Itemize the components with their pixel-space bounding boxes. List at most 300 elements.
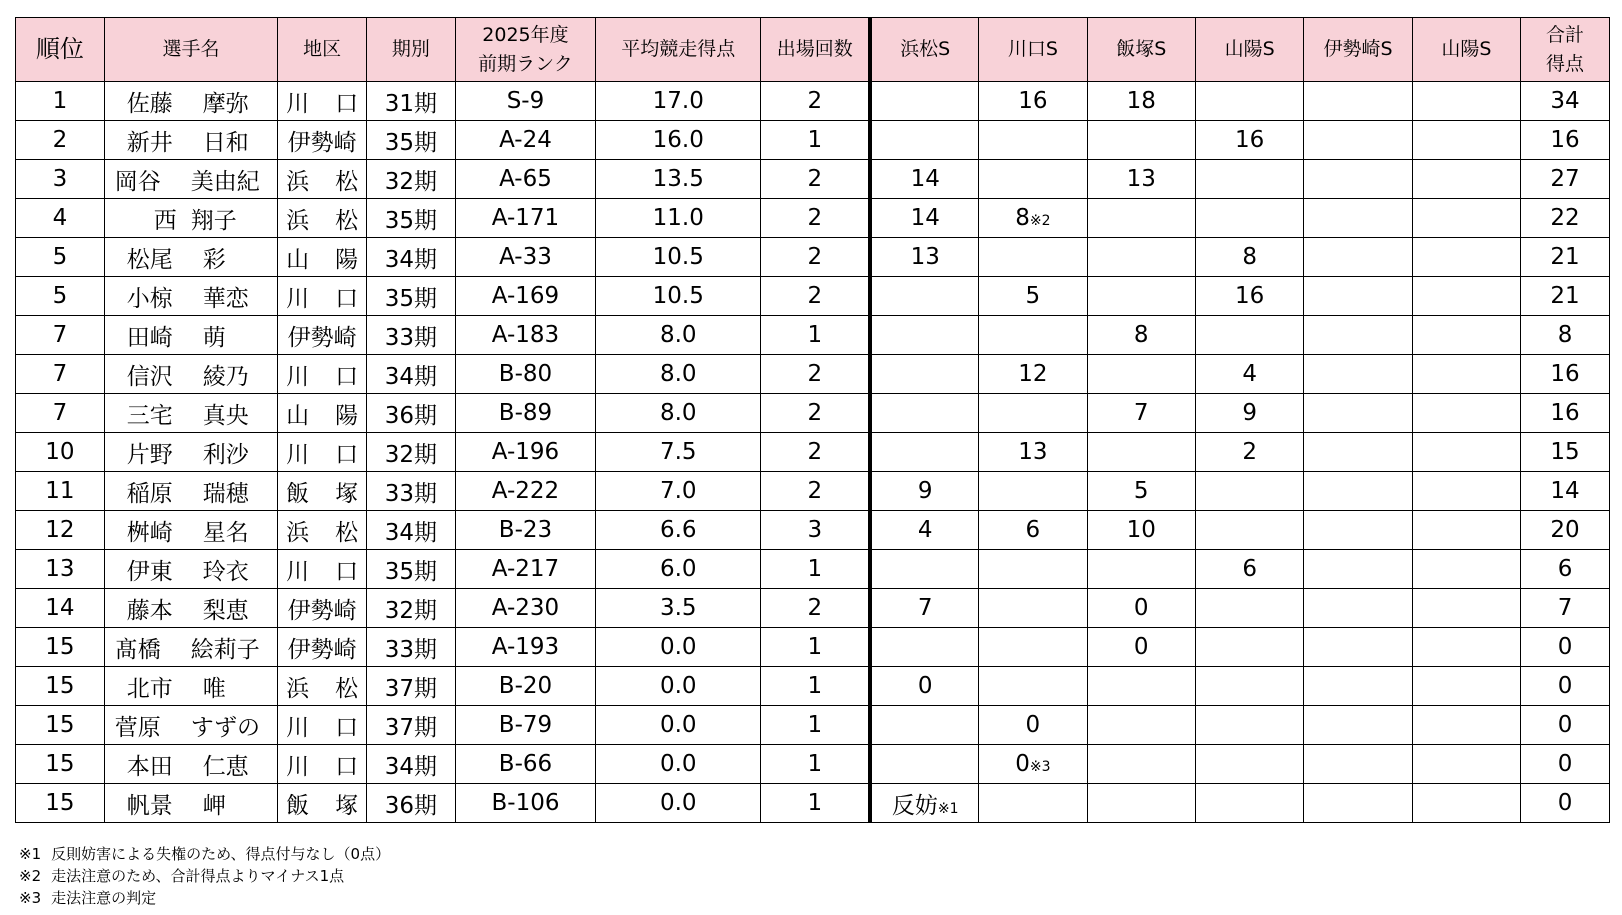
venue-score-cell xyxy=(1195,394,1303,433)
name-first: 翔子 xyxy=(190,207,237,234)
term-cell: 33期 xyxy=(367,628,456,667)
average-score-cell: 6.0 xyxy=(596,550,761,589)
entry-count-cell: 1 xyxy=(761,628,870,667)
venue-score-cell xyxy=(1195,628,1303,667)
venue-score-cell xyxy=(1412,589,1520,628)
name-last: 西 xyxy=(153,207,177,234)
table-body xyxy=(16,82,1610,823)
average-score-cell: 8.0 xyxy=(596,316,761,355)
area-cell xyxy=(278,589,367,628)
header-total xyxy=(1521,18,1610,82)
venue-score-cell xyxy=(1195,589,1303,628)
term-cell: 33期 xyxy=(367,316,456,355)
area-cell xyxy=(278,628,367,667)
table-row xyxy=(16,589,1610,628)
venue-score: 4 xyxy=(1242,361,1257,387)
average-score-cell: 7.0 xyxy=(596,472,761,511)
venue-score-cell xyxy=(979,784,1087,823)
name-last: 田崎 xyxy=(126,324,173,351)
total-cell: 21 xyxy=(1521,238,1610,277)
rank-cell: 11 xyxy=(16,472,105,511)
total-cell: 22 xyxy=(1521,199,1610,238)
entry-count-cell: 2 xyxy=(761,472,870,511)
venue-score-cell xyxy=(1195,550,1303,589)
area-cell xyxy=(278,706,367,745)
name-last: 信沢 xyxy=(126,363,173,390)
venue-score-cell xyxy=(1304,277,1412,316)
total-cell: 16 xyxy=(1521,394,1610,433)
term-cell: 32期 xyxy=(367,589,456,628)
area-part: 口 xyxy=(335,558,359,585)
venue-score-cell xyxy=(979,316,1087,355)
table-row xyxy=(16,199,1610,238)
name-first: 摩弥 xyxy=(202,90,249,117)
rank-cell: 7 xyxy=(16,355,105,394)
average-score-cell: 0.0 xyxy=(596,784,761,823)
venue-score-cell xyxy=(1304,628,1412,667)
name-last: 稲原 xyxy=(126,480,173,507)
rank-class-cell: A-171 xyxy=(455,199,595,238)
venue-score-cell xyxy=(1087,784,1195,823)
venue-score-cell xyxy=(1087,355,1195,394)
entry-count-cell: 1 xyxy=(761,706,870,745)
venue-score: 16 xyxy=(1234,283,1265,309)
name-last: 片野 xyxy=(126,441,173,468)
venue-score-cell xyxy=(1412,238,1520,277)
venue-score-cell xyxy=(1195,355,1303,394)
area-part: 松 xyxy=(335,207,359,234)
header-total-line2: 得点 xyxy=(1546,52,1585,75)
venue-score: 9 xyxy=(1242,400,1257,426)
table-row xyxy=(16,472,1610,511)
area-part: 塚 xyxy=(335,792,359,819)
name-cell xyxy=(104,394,277,433)
venue-score-cell xyxy=(1087,82,1195,121)
term-cell: 32期 xyxy=(367,160,456,199)
venue-score-cell xyxy=(1412,472,1520,511)
name-cell xyxy=(104,784,277,823)
footnotes xyxy=(19,843,390,909)
venue-score-cell xyxy=(979,199,1087,238)
venue-score: 10 xyxy=(1126,517,1156,543)
header-venue: 山陽S xyxy=(1412,18,1520,82)
area-cell xyxy=(278,784,367,823)
name-first: 日和 xyxy=(202,129,249,156)
venue-score-cell xyxy=(1195,745,1303,784)
venue-score-cell xyxy=(979,706,1087,745)
name-first: 仁恵 xyxy=(202,753,249,780)
name-cell xyxy=(104,745,277,784)
entry-count-cell: 2 xyxy=(761,160,870,199)
entry-count-cell: 1 xyxy=(761,121,870,160)
table-row xyxy=(16,667,1610,706)
venue-score-cell xyxy=(1195,472,1303,511)
header-venue: 川口S xyxy=(979,18,1087,82)
average-score-cell: 13.5 xyxy=(596,160,761,199)
rank-class-cell: B-23 xyxy=(455,511,595,550)
table-row xyxy=(16,394,1610,433)
total-cell: 0 xyxy=(1521,667,1610,706)
table-row xyxy=(16,238,1610,277)
venue-score: 16 xyxy=(1018,88,1048,114)
name-last: 北市 xyxy=(126,675,173,702)
venue-score: 4 xyxy=(917,517,933,543)
name-cell xyxy=(104,589,277,628)
venue-score: 6 xyxy=(1242,556,1257,582)
area-part: 川 xyxy=(286,441,310,468)
rank-class-cell: B-89 xyxy=(455,394,595,433)
name-cell xyxy=(104,355,277,394)
venue-score-cell xyxy=(1412,199,1520,238)
area-cell xyxy=(278,82,367,121)
area-part: 川 xyxy=(286,90,310,117)
venue-score-cell xyxy=(870,706,978,745)
area-part: 伊勢崎 xyxy=(287,129,357,156)
total-cell: 0 xyxy=(1521,628,1610,667)
venue-score: 5 xyxy=(1025,283,1041,309)
venue-score-cell xyxy=(1304,589,1412,628)
area-cell xyxy=(278,511,367,550)
ranking-table xyxy=(15,17,1610,823)
total-cell: 15 xyxy=(1521,433,1610,472)
venue-score-cell xyxy=(1304,238,1412,277)
name-first: 彩 xyxy=(202,246,226,273)
venue-score-cell xyxy=(1412,628,1520,667)
area-cell xyxy=(278,745,367,784)
venue-score-cell xyxy=(1087,628,1195,667)
table-row xyxy=(16,628,1610,667)
venue-score-cell xyxy=(1304,706,1412,745)
area-cell xyxy=(278,550,367,589)
venue-score-cell xyxy=(1195,82,1303,121)
entry-count-cell: 2 xyxy=(761,238,870,277)
venue-score-cell xyxy=(979,511,1087,550)
entry-count-cell: 2 xyxy=(761,82,870,121)
header-entry-count: 出場回数 xyxy=(761,18,870,82)
area-part: 口 xyxy=(335,285,359,312)
venue-score: 6 xyxy=(1025,517,1041,543)
rank-class-cell: A-169 xyxy=(455,277,595,316)
venue-score: 8 xyxy=(1133,322,1149,348)
name-last: 岡谷 xyxy=(114,168,161,195)
term-cell: 32期 xyxy=(367,433,456,472)
name-last: 菅原 xyxy=(114,714,161,741)
area-part: 飯 xyxy=(286,480,310,507)
header-rank-class-line1: 2025年度 xyxy=(482,23,569,46)
venue-score: 18 xyxy=(1126,88,1156,114)
name-first: 萌 xyxy=(202,324,226,351)
rank-class-cell: B-79 xyxy=(455,706,595,745)
term-cell: 36期 xyxy=(367,394,456,433)
venue-score-cell xyxy=(1304,394,1412,433)
name-cell xyxy=(104,121,277,160)
venue-score-cell xyxy=(979,589,1087,628)
venue-score-cell xyxy=(1304,121,1412,160)
venue-score-cell xyxy=(1087,511,1195,550)
rank-class-cell: A-183 xyxy=(455,316,595,355)
header-venue: 伊勢崎S xyxy=(1304,18,1412,82)
term-cell: 36期 xyxy=(367,784,456,823)
name-first: 唯 xyxy=(202,675,226,702)
note-mark: ※1 xyxy=(937,800,959,817)
venue-score-cell xyxy=(1087,589,1195,628)
table-row xyxy=(16,277,1610,316)
area-part: 陽 xyxy=(335,402,359,429)
venue-score: 0 xyxy=(1133,595,1149,621)
table-row xyxy=(16,121,1610,160)
header-rank: 順位 xyxy=(16,18,105,82)
venue-score-cell xyxy=(1304,316,1412,355)
total-cell: 20 xyxy=(1521,511,1610,550)
table-row xyxy=(16,316,1610,355)
area-cell xyxy=(278,316,367,355)
total-cell: 21 xyxy=(1521,277,1610,316)
header-area: 地区 xyxy=(278,18,367,82)
venue-score: 0 xyxy=(1025,712,1041,738)
venue-score-cell xyxy=(1087,667,1195,706)
venue-score-cell xyxy=(1304,160,1412,199)
table-row xyxy=(16,82,1610,121)
venue-score-cell xyxy=(979,277,1087,316)
rank-cell: 14 xyxy=(16,589,105,628)
rank-class-cell: A-222 xyxy=(455,472,595,511)
area-cell xyxy=(278,394,367,433)
venue-score-cell xyxy=(1412,277,1520,316)
name-last: 伊東 xyxy=(126,558,173,585)
venue-score: 0 xyxy=(1015,751,1030,777)
entry-count-cell: 1 xyxy=(761,316,870,355)
note-mark: ※2 xyxy=(1029,213,1051,229)
venue-score-cell xyxy=(870,433,978,472)
rank-class-cell: A-196 xyxy=(455,433,595,472)
name-last: 帆景 xyxy=(126,792,173,819)
area-part: 山 xyxy=(286,246,310,273)
name-cell xyxy=(104,511,277,550)
area-part: 松 xyxy=(335,168,359,195)
venue-score-cell xyxy=(1195,316,1303,355)
table-row xyxy=(16,706,1610,745)
footnote-text: 反則妨害による失権のため、得点付与なし（0点） xyxy=(51,845,391,863)
venue-score: 13 xyxy=(910,244,940,270)
entry-count-cell: 1 xyxy=(761,745,870,784)
venue-score-cell xyxy=(979,160,1087,199)
name-cell xyxy=(104,472,277,511)
average-score-cell: 0.0 xyxy=(596,667,761,706)
area-cell xyxy=(278,160,367,199)
area-part: 松 xyxy=(335,519,359,546)
venue-score-cell xyxy=(979,745,1087,784)
term-cell: 33期 xyxy=(367,472,456,511)
venue-score-cell xyxy=(1412,394,1520,433)
name-first: 綾乃 xyxy=(202,363,249,390)
venue-score: 反妨 xyxy=(891,792,938,819)
name-cell xyxy=(104,199,277,238)
rank-cell: 3 xyxy=(16,160,105,199)
name-last: 三宅 xyxy=(126,402,173,429)
table-row xyxy=(16,784,1610,823)
name-last: 髙橋 xyxy=(114,636,161,663)
rank-cell: 1 xyxy=(16,82,105,121)
venue-score-cell xyxy=(1304,745,1412,784)
area-part: 浜 xyxy=(286,519,310,546)
venue-score-cell xyxy=(1412,706,1520,745)
rank-cell: 15 xyxy=(16,667,105,706)
venue-score-cell xyxy=(870,589,978,628)
name-cell xyxy=(104,628,277,667)
total-cell: 14 xyxy=(1521,472,1610,511)
header-average-score: 平均競走得点 xyxy=(596,18,761,82)
name-first: 美由紀 xyxy=(190,168,260,195)
venue-score-cell xyxy=(870,199,978,238)
area-part: 口 xyxy=(335,90,359,117)
name-last: 佐藤 xyxy=(126,90,173,117)
entry-count-cell: 2 xyxy=(761,199,870,238)
venue-score-cell xyxy=(1304,667,1412,706)
rank-cell: 7 xyxy=(16,316,105,355)
area-part: 浜 xyxy=(286,168,310,195)
venue-score-cell xyxy=(979,82,1087,121)
venue-score-cell xyxy=(1412,550,1520,589)
rank-cell: 15 xyxy=(16,745,105,784)
area-part: 陽 xyxy=(335,246,359,273)
venue-score: 0 xyxy=(917,673,933,699)
venue-score-cell xyxy=(1412,511,1520,550)
footnote xyxy=(19,843,390,865)
venue-score-cell xyxy=(1087,199,1195,238)
area-cell xyxy=(278,472,367,511)
name-first: 華恋 xyxy=(202,285,249,312)
venue-score-cell xyxy=(1195,238,1303,277)
venue-score-cell xyxy=(979,472,1087,511)
area-part: 浜 xyxy=(286,207,310,234)
entry-count-cell: 2 xyxy=(761,589,870,628)
venue-score-cell xyxy=(1412,784,1520,823)
venue-score-cell xyxy=(870,784,978,823)
name-first: 梨恵 xyxy=(202,597,249,624)
rank-cell: 5 xyxy=(16,277,105,316)
venue-score-cell xyxy=(1087,316,1195,355)
venue-score: 2 xyxy=(1242,439,1257,465)
total-cell: 0 xyxy=(1521,706,1610,745)
table-row xyxy=(16,511,1610,550)
rank-cell: 12 xyxy=(16,511,105,550)
name-last: 松尾 xyxy=(126,246,173,273)
venue-score-cell xyxy=(870,472,978,511)
term-cell: 37期 xyxy=(367,667,456,706)
area-part: 川 xyxy=(286,285,310,312)
venue-score-cell xyxy=(1412,160,1520,199)
venue-score: 7 xyxy=(917,595,933,621)
area-cell xyxy=(278,121,367,160)
header-total-line1: 合計 xyxy=(1546,23,1585,46)
name-cell xyxy=(104,706,277,745)
venue-score-cell xyxy=(1304,784,1412,823)
area-part: 川 xyxy=(286,558,310,585)
footnote-mark: ※2 xyxy=(19,867,42,885)
area-part: 口 xyxy=(335,753,359,780)
header-venue: 浜松S xyxy=(870,18,978,82)
venue-score-cell xyxy=(870,316,978,355)
rank-class-cell: A-65 xyxy=(455,160,595,199)
area-part: 伊勢崎 xyxy=(287,597,357,624)
venue-score-cell xyxy=(870,667,978,706)
venue-score-cell xyxy=(1412,745,1520,784)
rank-cell: 15 xyxy=(16,706,105,745)
total-cell: 16 xyxy=(1521,355,1610,394)
footnote-text: 走法注意の判定 xyxy=(51,889,157,907)
venue-score-cell xyxy=(979,667,1087,706)
name-cell xyxy=(104,667,277,706)
average-score-cell: 10.5 xyxy=(596,277,761,316)
venue-score-cell xyxy=(870,745,978,784)
venue-score: 16 xyxy=(1234,127,1265,153)
term-cell: 31期 xyxy=(367,82,456,121)
term-cell: 34期 xyxy=(367,511,456,550)
rank-class-cell: A-33 xyxy=(455,238,595,277)
venue-score-cell xyxy=(1195,121,1303,160)
term-cell: 37期 xyxy=(367,706,456,745)
venue-score: 13 xyxy=(1126,166,1156,192)
entry-count-cell: 1 xyxy=(761,784,870,823)
venue-score-cell xyxy=(1087,433,1195,472)
venue-score-cell xyxy=(1087,160,1195,199)
rank-class-cell: B-106 xyxy=(455,784,595,823)
term-cell: 34期 xyxy=(367,355,456,394)
name-last: 本田 xyxy=(126,753,173,780)
rank-class-cell: B-20 xyxy=(455,667,595,706)
area-cell xyxy=(278,433,367,472)
venue-score-cell xyxy=(1304,355,1412,394)
venue-score-cell xyxy=(1304,433,1412,472)
name-last: 藤本 xyxy=(126,597,173,624)
name-cell xyxy=(104,433,277,472)
venue-score-cell xyxy=(1195,511,1303,550)
venue-score-cell xyxy=(1087,121,1195,160)
average-score-cell: 3.5 xyxy=(596,589,761,628)
average-score-cell: 10.5 xyxy=(596,238,761,277)
footnote xyxy=(19,887,390,909)
venue-score-cell xyxy=(870,355,978,394)
venue-score-cell xyxy=(1304,472,1412,511)
venue-score-cell xyxy=(1195,706,1303,745)
table-row xyxy=(16,160,1610,199)
venue-score-cell xyxy=(1412,121,1520,160)
rank-cell: 15 xyxy=(16,628,105,667)
rank-class-cell: A-24 xyxy=(455,121,595,160)
venue-score-cell xyxy=(979,550,1087,589)
venue-score-cell xyxy=(1412,667,1520,706)
name-first: 玲衣 xyxy=(202,558,249,585)
venue-score-cell xyxy=(1304,511,1412,550)
rank-class-cell: A-230 xyxy=(455,589,595,628)
name-first: 瑞穂 xyxy=(202,480,249,507)
name-first: 星名 xyxy=(202,519,249,546)
venue-score-cell xyxy=(870,82,978,121)
name-last: 新井 xyxy=(126,129,173,156)
venue-score-cell xyxy=(1087,472,1195,511)
venue-score-cell xyxy=(870,394,978,433)
area-cell xyxy=(278,355,367,394)
area-part: 川 xyxy=(286,753,310,780)
rank-cell: 10 xyxy=(16,433,105,472)
total-cell: 0 xyxy=(1521,784,1610,823)
venue-score-cell xyxy=(979,238,1087,277)
venue-score-cell xyxy=(1304,199,1412,238)
area-cell xyxy=(278,277,367,316)
venue-score: 8 xyxy=(1015,205,1030,231)
venue-score-cell xyxy=(979,628,1087,667)
venue-score-cell xyxy=(979,394,1087,433)
